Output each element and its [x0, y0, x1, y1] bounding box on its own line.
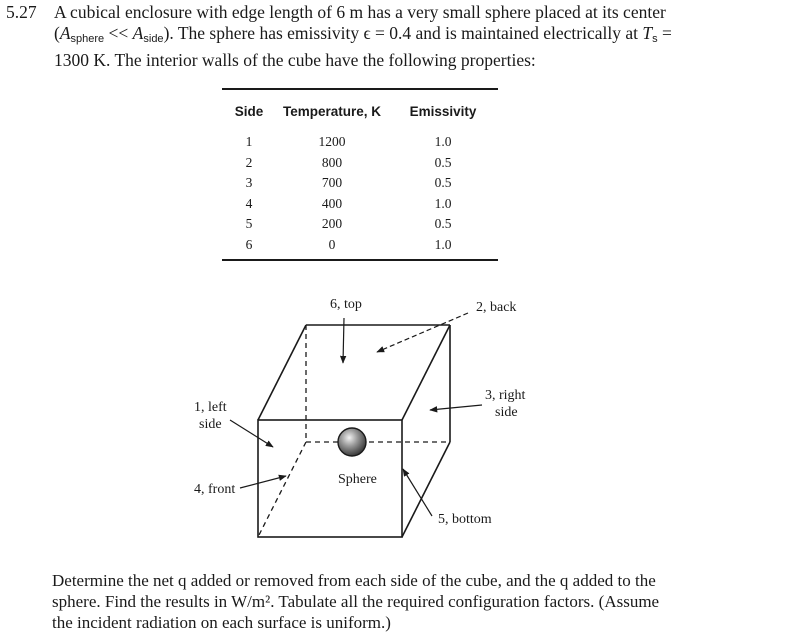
label-sphere: Sphere	[338, 472, 377, 487]
problem-line-1: 5.27 A cubical enclosure with edge length of 6 m has a very small sphere placed at its center	[6, 2, 666, 22]
arrow-front	[240, 476, 286, 488]
header-emissivity: Emissivity	[409, 103, 477, 119]
label-top: 6, top	[330, 297, 362, 312]
label-right-1: 3, right	[485, 388, 526, 403]
sphere-icon	[338, 428, 366, 456]
header-side: Side	[234, 103, 264, 119]
question-line-1: Determine the net q added or removed from each side of the cube, and the q added to the	[52, 571, 656, 590]
table-row: 5 200 0.5	[245, 216, 452, 232]
label-front: 4, front	[194, 482, 236, 497]
label-right-2: side	[495, 405, 518, 420]
table-row: 1 1200 1.0	[245, 134, 452, 150]
arrow-back	[377, 313, 468, 352]
arrow-left	[230, 420, 273, 447]
table-row: 4 400 1.0	[245, 195, 452, 211]
label-left-1: 1, left	[194, 400, 227, 415]
label-back: 2, back	[476, 300, 517, 315]
header-temperature: Temperature, K	[282, 103, 382, 119]
arrow-bottom	[403, 469, 432, 516]
problem-number: 5.27	[6, 2, 37, 22]
question-line-3: the incident radiation on each surface is uniform.)	[52, 613, 391, 632]
problem-line-2: $(A_{sphere} << A_{side})$. The sphere has emissivity ϵ = 0.4 and is maintained electrically at $T_s$ =	[54, 23, 672, 45]
table-row: 2 800 0.5	[245, 154, 452, 170]
question-text	[52, 570, 702, 633]
arrow-right	[430, 405, 482, 410]
table-row: 3 700 0.5	[245, 175, 452, 191]
label-left-2: side	[199, 417, 222, 432]
table-row: 6 0 1.0	[245, 236, 452, 252]
question-line-2: sphere. Find the results in W/m². Tabulate all the required configuration factors. (Assume	[52, 592, 660, 611]
problem-line-3: 1300 K. The interior walls of the cube have the following properties:	[54, 50, 536, 70]
label-bottom: 5, bottom	[438, 512, 492, 527]
